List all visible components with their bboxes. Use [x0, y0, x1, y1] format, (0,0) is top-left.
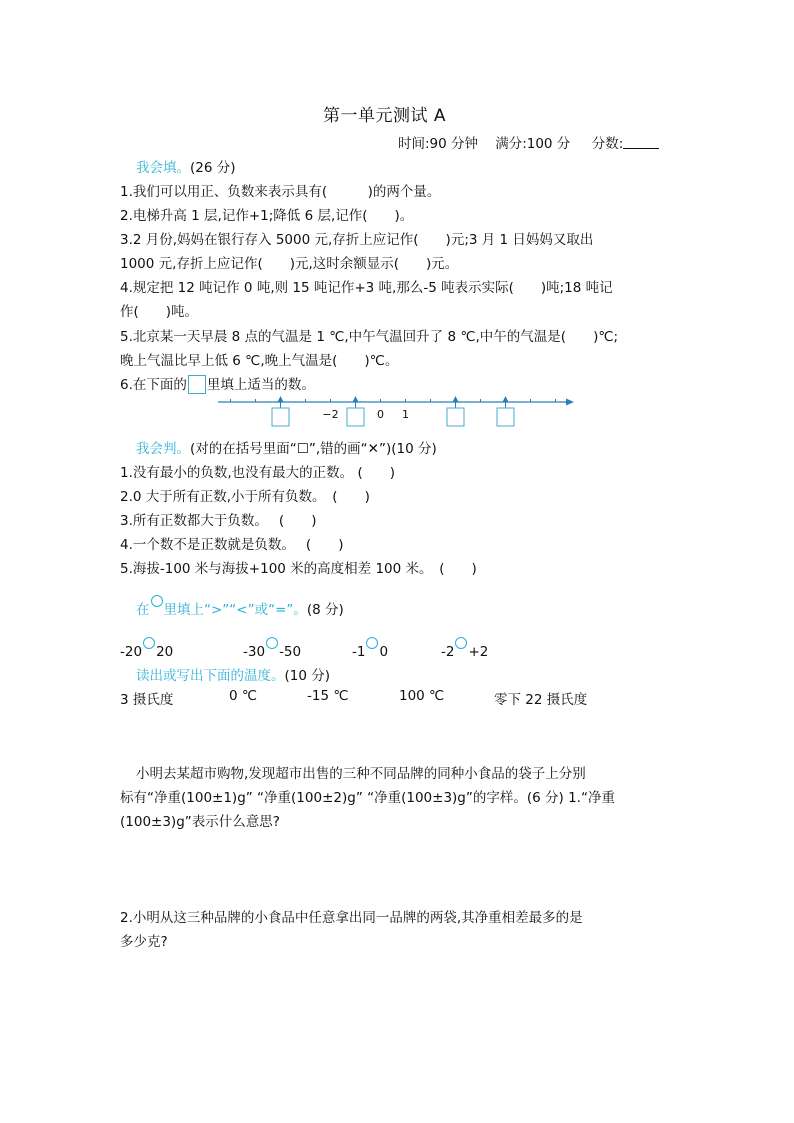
compare-circle-icon[interactable]	[455, 637, 467, 649]
s1-q6-prefix: 6.在下面的	[120, 377, 187, 393]
section-3-prefix: 在	[136, 602, 150, 618]
section-2-note: (对的在括号里面“☐”,错的画“✕”)(10 分)	[190, 441, 437, 457]
time-limit: 时间:90 分钟	[398, 136, 479, 152]
section-2-heading	[136, 437, 437, 457]
compare-item-1	[120, 637, 173, 660]
pointer-arrow-icon	[503, 396, 509, 402]
pointer-arrow-icon	[453, 396, 459, 402]
section-3-heading	[136, 595, 344, 618]
tick-label: −2	[322, 408, 339, 421]
section-1-title: 我会填。	[136, 160, 190, 176]
s2-q2: 2.0 大于所有正数,小于所有负数。 ( )	[120, 489, 370, 505]
s5-paragraph-line3: (100±3)g”表示什么意思?	[120, 814, 280, 830]
temperature-item: 3 摄氏度	[120, 692, 174, 708]
section-1-heading	[136, 156, 236, 176]
compare-circle-icon	[151, 595, 163, 607]
compare-item-2	[243, 637, 301, 660]
s1-q2: 2.电梯升高 1 层,记作+1;降低 6 层,记作( )。	[120, 208, 414, 224]
number-line	[210, 388, 582, 430]
s1-q5-line1: 5.北京某一天早晨 8 点的气温是 1 ℃,中午气温回升了 8 ℃,中午的气温是( )℃;	[120, 329, 619, 345]
tick-label: 1	[402, 408, 409, 421]
exam-header	[398, 132, 659, 152]
compare-right: -50	[279, 644, 302, 660]
number-line-answer-box[interactable]	[272, 408, 289, 426]
score-blank[interactable]	[623, 136, 659, 149]
s5-q2-line1: 2.小明从这三种品牌的小食品中任意拿出同一品牌的两袋,其净重相差最多的是	[120, 910, 583, 926]
compare-item-4	[441, 637, 488, 660]
number-line-boxes	[272, 396, 514, 426]
score-label: 分数:	[591, 136, 624, 152]
s5-paragraph-line2: 标有“净重(100±1)g” “净重(100±2)g” “净重(100±3)g”的字样。(6 分) 1.“净重	[120, 790, 615, 806]
s1-q5-line2: 晚上气温比早上低 6 ℃,晚上气温是( )℃。	[120, 353, 399, 369]
compare-right: 20	[156, 644, 174, 660]
s2-q3: 3.所有正数都大于负数。 ( )	[120, 513, 317, 529]
axis-arrow-icon	[566, 399, 574, 406]
s1-q6-suffix: 里填上适当的数。	[206, 377, 315, 393]
section-4-title: 读出或写出下面的温度。	[136, 668, 285, 684]
temperature-item: 0 ℃	[229, 688, 258, 704]
s5-paragraph-line1: 小明去某超市购物,发现超市出售的三种不同品牌的同种小食品的袋子上分别	[136, 766, 586, 782]
s2-q4: 4.一个数不是正数就是负数。 ( )	[120, 537, 344, 553]
s1-q1: 1.我们可以用正、负数来表示具有( )的两个量。	[120, 184, 441, 200]
compare-left: -2	[441, 644, 455, 660]
pointer-arrow-icon	[353, 396, 359, 402]
section-3-score: (8 分)	[306, 602, 344, 618]
answer-box-icon	[188, 375, 206, 394]
s2-q1: 1.没有最小的负数,也没有最大的正数。 ( )	[120, 465, 395, 481]
compare-left: -30	[243, 644, 266, 660]
section-1-score: (26 分)	[190, 160, 236, 176]
full-score: 满分:100 分	[495, 136, 571, 152]
temperature-item: 100 ℃	[399, 688, 445, 704]
compare-item-3	[352, 637, 388, 660]
number-line-answer-box[interactable]	[347, 408, 364, 426]
s1-q3-line2: 1000 元,存折上应记作( )元,这时余额显示( )元。	[120, 256, 459, 272]
compare-circle-icon[interactable]	[366, 637, 378, 649]
s1-q3-line1: 3.2 月份,妈妈在银行存入 5000 元,存折上应记作( )元;3 月 1 日妈妈又取出	[120, 232, 594, 248]
compare-right: +2	[468, 644, 489, 660]
s5-q2-line2: 多少克?	[120, 934, 168, 950]
compare-left: -20	[120, 644, 143, 660]
number-line-labels	[322, 408, 409, 421]
s1-q4-line1: 4.规定把 12 吨记作 0 吨,则 15 吨记作+3 吨,那么-5 吨表示实际( )吨;18 吨记	[120, 280, 613, 296]
section-4-score: (10 分)	[284, 668, 331, 684]
section-3-title: 里填上“>”“<”或“=”。	[163, 602, 307, 618]
s1-q4-line2: 作( )吨。	[120, 304, 199, 320]
section-2-title: 我会判。	[136, 441, 190, 457]
page-title: 第一单元测试 A	[323, 106, 447, 126]
temperature-item: 零下 22 摄氏度	[494, 692, 588, 708]
compare-circle-icon[interactable]	[266, 637, 278, 649]
compare-right: 0	[379, 644, 389, 660]
number-line-answer-box[interactable]	[497, 408, 514, 426]
temperature-item: -15 ℃	[307, 688, 349, 704]
compare-circle-icon[interactable]	[143, 637, 155, 649]
s2-q5: 5.海拔-100 米与海拔+100 米的高度相差 100 米。 ( )	[120, 561, 477, 577]
pointer-arrow-icon	[278, 396, 284, 402]
compare-left: -1	[352, 644, 366, 660]
number-line-answer-box[interactable]	[447, 408, 464, 426]
section-4-heading	[136, 664, 330, 684]
tick-label: 0	[377, 408, 384, 421]
